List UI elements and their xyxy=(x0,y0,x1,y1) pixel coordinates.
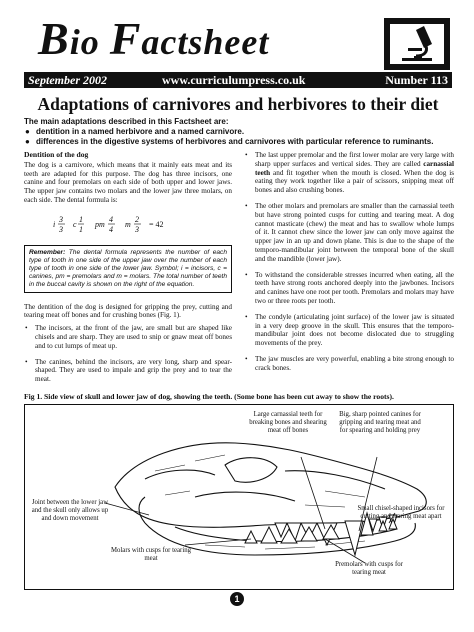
label-canines: Big, sharp pointed canines for gripping and tearing meat and for spearing and holding prey xyxy=(339,411,421,434)
svg-text:c: c xyxy=(73,219,77,229)
intro-summary xyxy=(24,117,454,147)
right-bullets xyxy=(244,151,454,373)
bullet-jaw-muscles: • The jaw muscles are very powerful, enabling a bite strong enough to crack bones. xyxy=(244,355,454,373)
intro-list xyxy=(24,127,454,147)
bullet-molars: • The other molars and premolars are smaller than the carnassial teeth but have strong pointed cusps for cutting and tearing meat. A dog cannot masticate (chew) the meat and has to swallow whole lumps of it. It cannot chew since the lower jaw can only move against the upper jaw in an up and down plane. This is due to the shape of the temporo-mandibular joint between the temporal bone of the skull and the mandible (lower jaw). xyxy=(244,202,454,264)
bullet-canines: • The canines, behind the incisors, are very long, sharp and spear-shaped. They are used to impale and grip the prey and to tear the meat. xyxy=(24,358,232,384)
left-bullets xyxy=(24,324,232,384)
masthead-title xyxy=(38,14,269,67)
svg-text:i: i xyxy=(53,219,56,229)
left-column xyxy=(24,151,232,391)
label-carnassial: Large carnassial teeth for breaking bones and shearing meat off bones xyxy=(249,411,327,434)
title-io: io xyxy=(69,22,110,62)
paragraph: The dog is a carnivore, which means that it mainly eats meat and its teeth are adapted for this purpose. The dog has three incisors, one canine and four premolars on each side of both upper and lower jaws. The upper jaw contains two molars and the lower jaw three molars, on each side. The dental formula is: xyxy=(24,160,232,204)
issue-date: September 2002 xyxy=(28,73,107,87)
dental-formula-text xyxy=(203,211,204,212)
svg-text:4: 4 xyxy=(109,224,113,234)
bullet-incisors: • The incisors, at the front of the jaw, are small but are shaped like chisels and are sharp. They are used to snip or gnaw meat off bones and to cut lumps of meat up. xyxy=(24,324,232,350)
label-premolars: Premolars with cusps for tearing meat xyxy=(335,561,403,576)
dental-formula xyxy=(24,211,232,237)
svg-text:2: 2 xyxy=(135,214,139,224)
bullet-roots: • To withstand the considerable stresses incurred when eating, all the teeth have strong roots anchored deeply into the jawbones. Incisors and canines have one root per tooth. Premolars and molars may have two or three roots per tooth. xyxy=(244,271,454,306)
microscope-icon xyxy=(384,18,450,70)
issue-number: Number 113 xyxy=(385,73,448,87)
svg-text:1: 1 xyxy=(79,224,83,234)
dental-formula-graphic xyxy=(53,211,203,235)
label-molars: Molars with cusps for tearing meat xyxy=(110,547,192,562)
title-rest: actsheet xyxy=(141,22,270,62)
svg-text:4: 4 xyxy=(109,214,113,224)
svg-text:1: 1 xyxy=(79,214,83,224)
bullet-text: The last upper premolar and the first lower molar are very large with sharp upper surfaces and vertical sides. They are called xyxy=(255,151,454,168)
page-number: 1 xyxy=(230,592,244,606)
figure-box xyxy=(24,404,454,590)
bullet-text: and fit together when the mouth is closed. When the dog is eating they work together like a pair of scissors, snipping meat off bones and also crushing bones. xyxy=(255,168,454,195)
svg-text:= 42: = 42 xyxy=(149,219,164,229)
title-f: F xyxy=(109,13,142,64)
label-incisors: Small chisel-shaped incisors for cutting and tearing meat apart xyxy=(357,505,445,520)
intro-point: ● dentition in a named herbivore and a named carnivore. xyxy=(36,127,454,137)
svg-text:m: m xyxy=(125,219,131,229)
intro-point: ● differences in the digestive systems of herbivores and carnivores with particular reference to ruminants. xyxy=(36,137,454,147)
svg-text:3: 3 xyxy=(135,224,139,234)
bullet-carnassial xyxy=(244,151,454,195)
remember-label: Remember: xyxy=(29,248,66,256)
section-title: Dentition of the dog xyxy=(24,150,89,159)
website-url[interactable]: www.curriculumpress.co.uk xyxy=(162,73,306,87)
remember-text: The dental formula represents the number of each type of tooth in one side of the upper jaw over the number of each type of tooth in one side of the lower jaw. Symbol; i = incisors, c = canines, pm = premolars and m = molars. The total number of teeth in the buccal cavity is shown on the right of the equation. xyxy=(29,248,227,288)
title-b: B xyxy=(38,13,70,64)
bullet-term: carnassial teeth xyxy=(255,159,454,177)
label-joint: Joint between the lower jaw and the skull only allows up and down movement xyxy=(31,499,109,522)
paragraph: The dentition of the dog is designed for gripping the prey, cutting and tearing meat off bones and for crushing bones (Fig. 1). xyxy=(24,302,232,320)
svg-text:3: 3 xyxy=(59,214,63,224)
page-title: Adaptations of carnivores and herbivores to their diet xyxy=(37,94,439,114)
intro-lead: The main adaptations described in this Factsheet are: xyxy=(24,117,229,126)
bullet-condyle: • The condyle (articulating joint surface) of the lower jaw is situated in a very deep groove in the skull. This ensures that the temporo-mandibular joint does not become dislocated due to struggling movements of the prey. xyxy=(244,313,454,348)
svg-text:pm: pm xyxy=(95,219,105,229)
right-column xyxy=(244,151,454,380)
masthead-band xyxy=(24,72,452,88)
figure-caption: Fig 1. Side view of skull and lower jaw of dog, showing the teeth. (Some bone has been cut away to show the roots). xyxy=(24,392,394,401)
svg-text:3: 3 xyxy=(59,224,63,234)
remember-box xyxy=(24,245,232,293)
